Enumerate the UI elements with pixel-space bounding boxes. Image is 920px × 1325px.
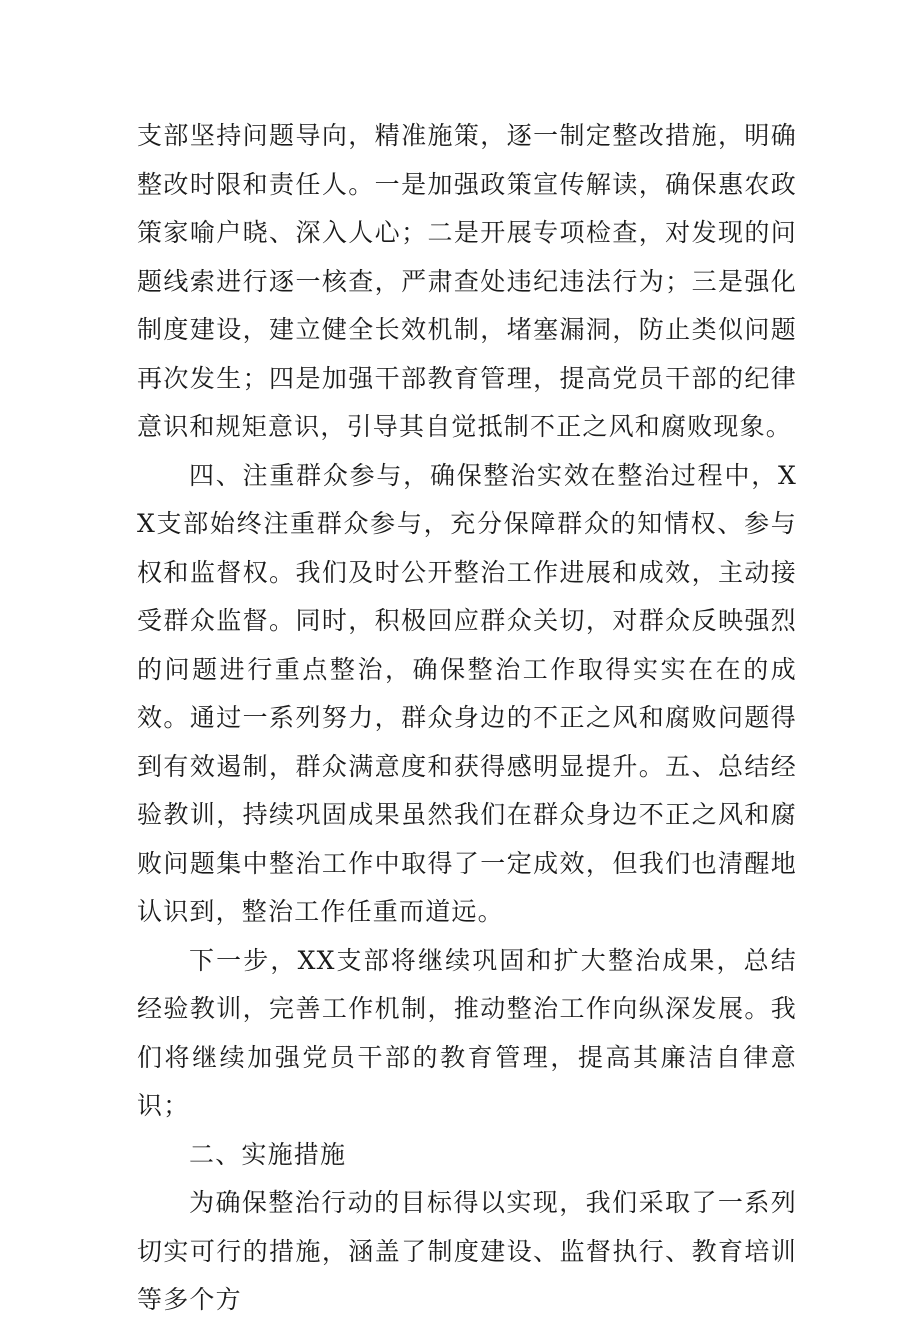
paragraph-5: 为确保整治行动的目标得以实现，我们采取了一系列切实可行的措施，涵盖了制度建设、监督执行、教育培训等多个方 — [137, 1188, 797, 1314]
paragraph-3: 下一步，XX支部将继续巩固和扩大整治成果，总结经验教训，完善工作机制，推动整治工作向纵深发展。我们将继续加强党员干部的教育管理，提高其廉洁自律意识； — [137, 945, 797, 1120]
section-heading: 二、实施措施 — [189, 1139, 347, 1169]
document-body — [137, 112, 797, 1325]
paragraph-2: 四、注重群众参与，确保整治实效在整治过程中，XX支部始终注重群众参与，充分保障群众的知情权、参与权和监督权。我们及时公开整治工作进展和成效，主动接受群众监督。同时，积极回应群众关切，对群众反映强烈的问题进行重点整治，确保整治工作取得实实在在的成效。通过一系列努力，群众身边的不正之风和腐败问题得到有效遏制，群众满意度和获得感明显提升。五、总结经验教训，持续巩固成果虽然我们在群众身边不正之风和腐败问题集中整治工作中取得了一定成效，但我们也清醒地认识到，整治工作任重而道远。 — [137, 460, 797, 926]
paragraph-1: 支部坚持问题导向，精准施策，逐一制定整改措施，明确整改时限和责任人。一是加强政策宣传解读，确保惠农政策家喻户晓、深入人心；二是开展专项检查，对发现的问题线索进行逐一核查，严肃查处违纪违法行为；三是强化制度建设，建立健全长效机制，堵塞漏洞，防止类似问题再次发生；四是加强干部教育管理，提高党员干部的纪律意识和规矩意识，引导其自觉抵制不正之风和腐败现象。 — [137, 121, 797, 441]
